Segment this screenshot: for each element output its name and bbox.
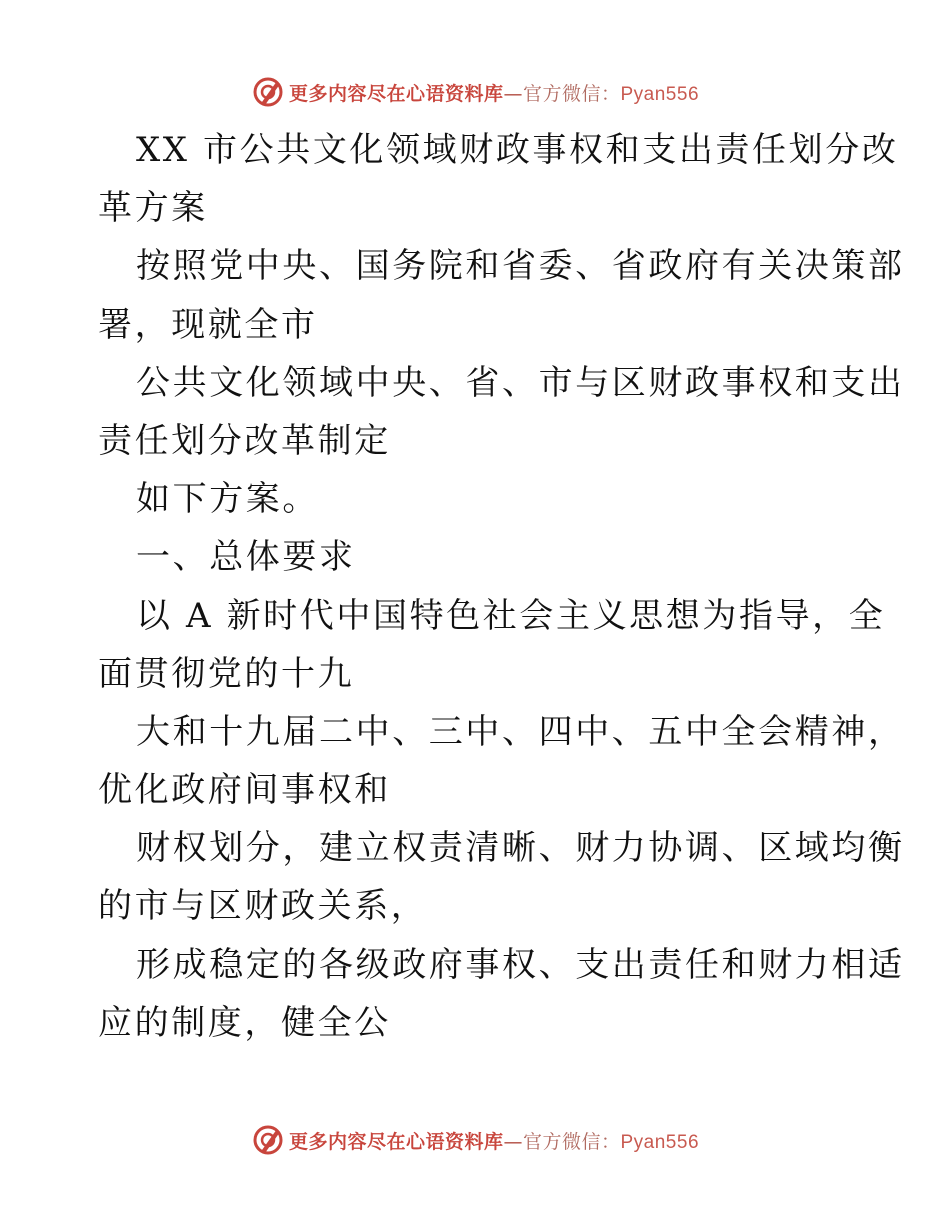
paragraph-line: 以 A 新时代中国特色社会主义思想为指导，全 [136, 595, 886, 636]
paragraph-line: 按照党中央、国务院和省委、省政府有关决策部 [136, 246, 905, 287]
watermark-text: 更多内容尽在心语资料库—官方微信：Pyan556 [288, 1130, 700, 1153]
paragraph-line: 优化政府间事权和 [98, 770, 391, 811]
watermark-banner-top [0, 72, 950, 112]
doc-title-line-2: 革方案 [98, 188, 208, 229]
watermark-banner-bottom [0, 1120, 950, 1160]
section-heading: 一、总体要求 [136, 537, 356, 578]
paragraph-line: 形成稳定的各级政府事权、支出责任和财力相适 [136, 944, 905, 985]
paragraph-line: 面贯彻党的十九 [98, 653, 355, 694]
paragraph-line: 大和十九届二中、三中、四中、五中全会精神， [136, 711, 905, 752]
paragraph-line: 的市与区财政关系， [98, 886, 428, 927]
pen-logo-icon [251, 75, 285, 109]
pen-logo-icon [251, 1123, 285, 1157]
paragraph-line: 财权划分，建立权责清晰、财力协调、区域均衡 [136, 828, 905, 869]
doc-title-line-1: XX 市公共文化领域财政事权和支出责任划分改 [136, 130, 899, 170]
paragraph-line: 署，现就全市 [98, 304, 318, 345]
document-body [98, 121, 905, 1052]
paragraph-line: 责任划分改革制定 [98, 420, 391, 461]
paragraph-line: 公共文化领域中央、省、市与区财政事权和支出 [136, 362, 905, 403]
paragraph-line: 如下方案。 [136, 479, 319, 520]
paragraph-line: 应的制度，健全公 [98, 1002, 391, 1043]
watermark-text: 更多内容尽在心语资料库—官方微信：Pyan556 [288, 82, 700, 105]
